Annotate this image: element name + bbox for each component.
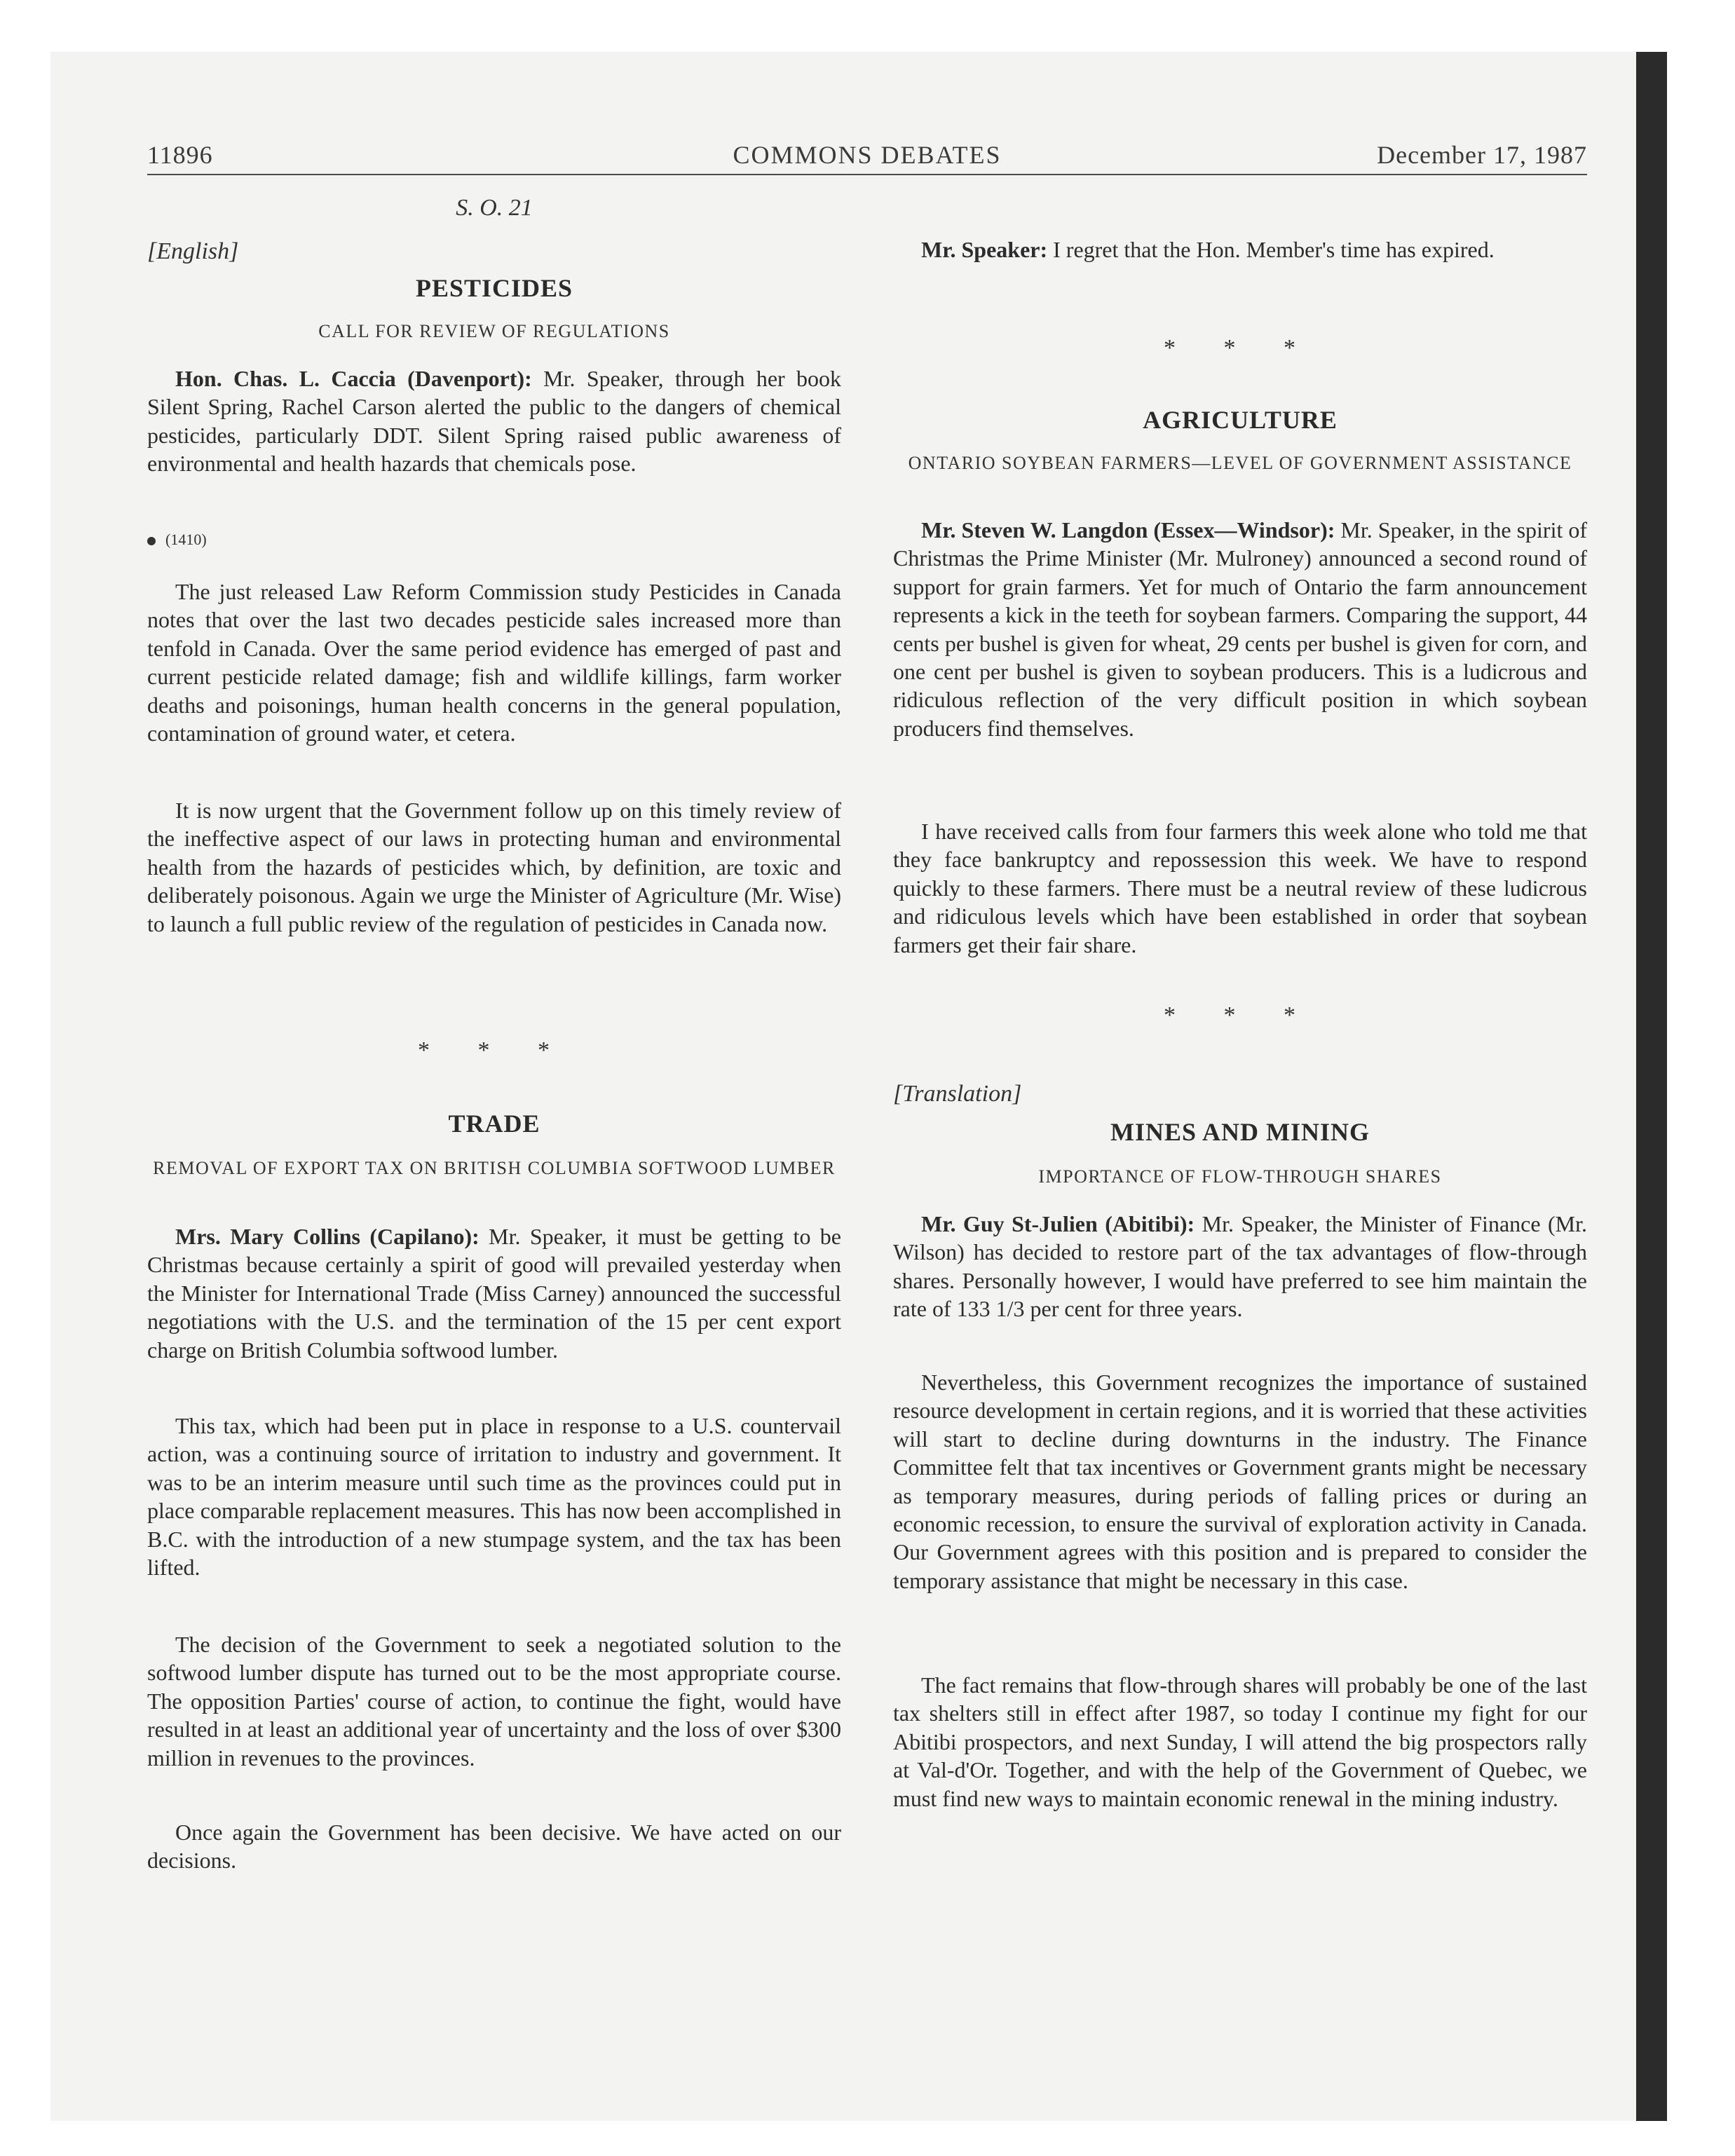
section-separator: * * * [1164,1002,1316,1028]
paragraph [893,1671,1587,1813]
paragraph [893,1368,1587,1595]
language-tag: [Translation] [893,1081,1022,1107]
speaker-name: Mrs. Mary Collins (Capilano): [175,1224,479,1249]
subheading-agriculture: ONTARIO SOYBEAN FARMERS—LEVEL OF GOVERNMENT ASSISTANCE [908,453,1572,473]
statement-st-julien [893,1210,1587,1323]
paragraph-text: The fact remains that flow-through shares will probably be one of the last tax shelters still in effect after 1987, so today I continue my fight for our Abitibi prospectors, and next Sunday, I will attend the big prospectors rally at Val-d'Or. Together, and with the help of the Government of Quebec, we must find new ways to maintain economic renewal in the mining industry. [893,1672,1587,1811]
paragraph [147,1630,841,1772]
section-heading-agriculture: AGRICULTURE [1143,406,1338,434]
section-heading-trade: TRADE [448,1110,540,1138]
page-number: 11896 [147,141,213,169]
paragraph-text: Mr. Speaker, it must be getting to be Christmas because certainly a spirit of good will prevailed yesterday when the Minister for International Trade (Miss Carney) announced the successful negotiations with the U.S. and the termination of the 15 per cent export charge on British Columbia softwood lumber. [147,1224,842,1363]
paragraph [147,796,841,938]
subheading-mines: IMPORTANCE OF FLOW-THROUGH SHARES [1038,1166,1442,1187]
section-heading-mines: MINES AND MINING [1110,1118,1370,1146]
statement-caccia [147,364,841,478]
paragraph-text: It is now urgent that the Government follow up on this timely review of the ineffective aspect of our laws in protecting human and environmental health from the hazards of pesticides which, by definition, are toxic and deliberately poisonous. Again we urge the Minister of Agriculture (Mr. Wise) to launch a full public review of the regulation of pesticides in Canada now. [147,798,841,936]
paragraph [147,578,841,747]
paragraph [147,1412,841,1581]
speaker-name: Mr. Guy St-Julien (Abitibi): [921,1211,1195,1236]
subheading-pesticides: CALL FOR REVIEW OF REGULATIONS [318,321,670,341]
speaker-name: Mr. Steven W. Langdon (Essex—Windsor): [921,517,1335,543]
paragraph-text: Once again the Government has been decisive. We have acted on our decisions. [147,1820,841,1874]
time-marker-text: (1410) [165,531,207,548]
language-tag: [English] [147,238,239,264]
statement-langdon [893,516,1587,742]
subheading-trade: REMOVAL OF EXPORT TAX ON BRITISH COLUMBIA SOFTWOOD LUMBER [153,1158,836,1178]
bullet-icon [147,537,156,545]
paragraph-text: This tax, which had been put in place in response to a U.S. countervail action, was a continuing source of irritation to industry and government. It was to be an interim measure until such time as the provinces could put in place comparable replacement measures. This has now been accomplished in B.C. with the introduction of a new stumpage system, and the tax has been lifted. [147,1413,841,1581]
publication-title: COMMONS DEBATES [733,141,1002,169]
paragraph [147,1222,841,1364]
section-separator: * * * [418,1037,571,1063]
paragraph [147,364,841,478]
statement-collins [147,1222,841,1364]
paragraph-text: The just released Law Reform Commission study Pesticides in Canada notes that over the last two decades pesticide sales increased more than tenfold in Canada. Over the same period evidence has emerged of past and current pesticide related damage; fish and wildlife killings, farm worker deaths and poisonings, human health concerns in the general population, contamination of ground water, et cetera. [147,579,841,746]
speaker-note [893,236,1587,264]
paragraph-text: Mr. Speaker, in the spirit of Christmas the Prime Minister (Mr. Mulroney) announced a second round of support for grain farmers. Yet for much of Ontario the farm announcement represents a kick in the teeth for soybean farmers. Comparing the support, 44 cents per bushel is given for wheat, 29 cents per bushel is given for corn, and one cent per bushel is given to soybean producers. This is a ludicrous and ridiculous reflection of the very difficult position in which soybean producers find themselves. [893,517,1588,741]
speaker-name: Mr. Speaker: [921,237,1048,262]
paragraph-text: Nevertheless, this Government recognizes the importance of sustained resource development in certain regions, and it is worried that these activities will start to decline during downturns in the industry. The Finance Committee felt that tax incentives or Government grants might be necessary as temporary measures, during periods of falling prices or during an economic recession, to ensure the survival of exploration activity in Canada. Our Government agrees with this position and is prepared to consider the temporary assistance that might be necessary in this case. [893,1370,1587,1593]
paragraph-text: Mr. Speaker, through her book Silent Spring, Rachel Carson alerted the public to the dangers of chemical pesticides, particularly DDT. Silent Spring raised public awareness of environmental and health hazards that chemicals pose. [147,366,842,477]
standing-order-label: S. O. 21 [456,195,533,221]
page-header [147,133,1587,175]
paragraph [893,236,1587,264]
issue-date: December 17, 1987 [1377,141,1587,169]
paragraph [147,1818,841,1875]
paragraph-text: The decision of the Government to seek a negotiated solution to the softwood lumber dispute has turned out to be the most appropriate course. The opposition Parties' course of action, to continue the fight, would have resulted in at least an additional year of uncertainty and the loss of over $300 million in revenues to the provinces. [147,1632,841,1770]
header-rule [147,174,1587,175]
paragraph-text: Mr. Speaker, the Minister of Finance (Mr. Wilson) has decided to restore part of the tax advantages of flow-through shares. Personally however, I would have preferred to see him maintain the rate of 133 1/3 per cent for three years. [893,1211,1588,1322]
section-separator: * * * [1164,335,1316,361]
speaker-name: Hon. Chas. L. Caccia (Davenport): [175,366,532,391]
page-content [147,133,1587,1998]
time-marker [147,526,841,554]
paragraph [893,817,1587,959]
paragraph-text: I have received calls from four farmers this week alone who told me that they face bankruptcy and repossession this week. We have to respond quickly to these farmers. There must be a neutral review of these ludicrous and ridiculous levels which have been established in order that soybean farmers get their fair share. [893,819,1587,957]
paragraph-text: I regret that the Hon. Member's time has expired. [1047,237,1495,262]
section-heading-pesticides: PESTICIDES [415,274,573,302]
paragraph [893,516,1587,742]
scan-binding-edge [1636,52,1667,2121]
paragraph [893,1210,1587,1323]
